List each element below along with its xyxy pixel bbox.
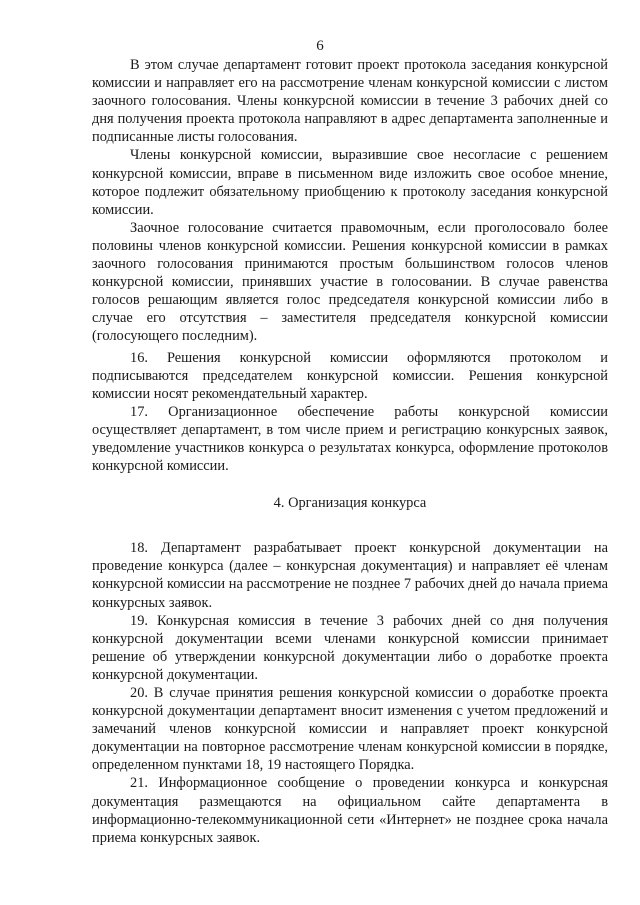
paragraph: В этом случае департамент готовит проект протокола заседания конкурсной комиссии и направляет его на рассмотрение членам конкурсной комиссии с листом заочного голосования. Члены конкурсной комиссии в течение 3 рабочих дней со дня получения проекта протокола направляют в адрес департамента заполненные и подписанные листы голосования. (92, 57, 608, 146)
page-number: 6 (316, 38, 324, 54)
paragraph: Заочное голосование считается правомочным, если проголосовало более половины членов конкурсной комиссии. Решения конкурсной комиссии в рамках заочного голосования принимаются простым большинством голосов членов конкурсной комиссии, принявших участие в голосовании. В случае равенства голосов решающим является голос председателя конкурсной комиссии либо в случае его отсутствия – заместителя председателя конкурсной комиссии (голосующего последним). (92, 219, 608, 345)
paragraph: 19. Конкурсная комиссия в течение 3 рабочих дней со дня получения конкурсной документации всеми членами конкурсной комиссии принимает решение об утверждении конкурсной документации либо о доработке проекта конкурсной документации. (92, 612, 608, 683)
section-heading: 4. Организация конкурса (273, 495, 427, 512)
document-body (92, 56, 608, 847)
paragraph: 16. Решения конкурсной комиссии оформляются протоколом и подписываются председателем конкурсной комиссии. Решения конкурсной комиссии носят рекомендательный характер. (92, 349, 608, 402)
paragraph: 21. Информационное сообщение о проведении конкурса и конкурсная документация размещаются на официальном сайте департамента в информационно-телекоммуникационной сети «Интернет» не позднее срока начала приема конкурсных заявок. (92, 775, 608, 846)
paragraph: 18. Департамент разрабатывает проект конкурсной документации на проведение конкурса (далее – конкурсная документация) и направляет её членам конкурсной комиссии на рассмотрение не позднее 7 рабочих дней до начала приема конкурсных заявок. (92, 540, 608, 611)
paragraph: 17. Организационное обеспечение работы конкурсной комиссии осуществляет департамент, в том числе прием и регистрацию конкурсных заявок, уведомление участников конкурса о результатах конкурса, оформление протоколов конкурсной комиссии. (92, 403, 608, 475)
paragraph: Члены конкурсной комиссии, выразившие свое несогласие с решением конкурсной комиссии, вправе в письменном виде изложить свое особое мнение, которое подлежит обязательному приобщению к протоколу заседания конкурсной комиссии. (92, 147, 608, 218)
paragraph: 20. В случае принятия решения конкурсной комиссии о доработке проекта конкурсной документации департамент вносит изменения с учетом предложений и замечаний членов конкурсной комиссии и направляет проект конкурсной документации на повторное рассмотрение членам конкурсной комиссии в порядке, определенном пунктами 18, 19 настоящего Порядка. (92, 685, 608, 774)
